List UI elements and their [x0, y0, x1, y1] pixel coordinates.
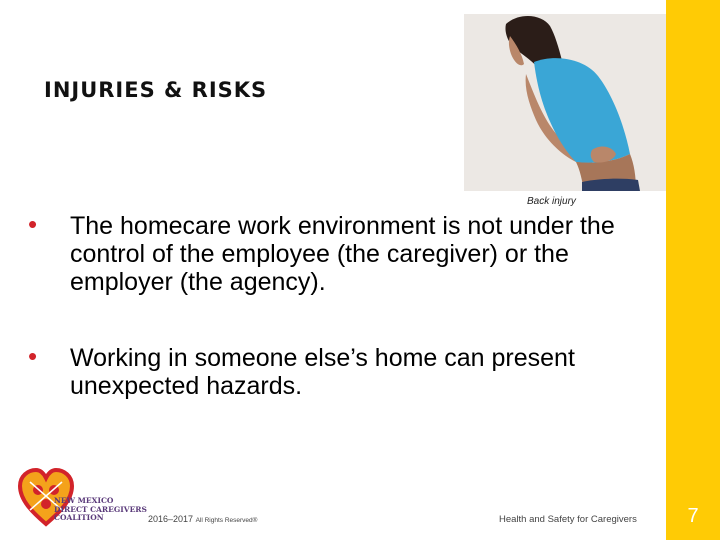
bullet-list: [28, 209, 638, 400]
accent-side-bar: [666, 0, 720, 540]
page-number: 7: [687, 505, 699, 527]
coalition-name: NEW MEXICO DIRECT CAREGIVERS COALITION: [54, 496, 147, 522]
bullet-item: [28, 209, 638, 296]
bullet-text: The homecare work environment is not under the control of the employee (the caregiver) or the employer (the agency).: [70, 212, 615, 296]
bullet-item: [28, 341, 638, 400]
course-title: Health and Safety for Caregivers: [499, 514, 637, 525]
copyright: [148, 514, 257, 524]
photo-caption: Back injury: [527, 196, 576, 207]
copyright-year: 2016–2017: [148, 514, 194, 524]
bullet-text: Working in someone else’s home can present unexpected hazards.: [70, 344, 575, 400]
back-injury-photo: [464, 14, 666, 191]
bullet-marker: •: [28, 341, 38, 371]
copyright-text: All Rights Reserved®: [195, 517, 258, 524]
bullet-marker: •: [28, 209, 38, 239]
slide-title: INJURIES & RISKS: [44, 78, 268, 102]
